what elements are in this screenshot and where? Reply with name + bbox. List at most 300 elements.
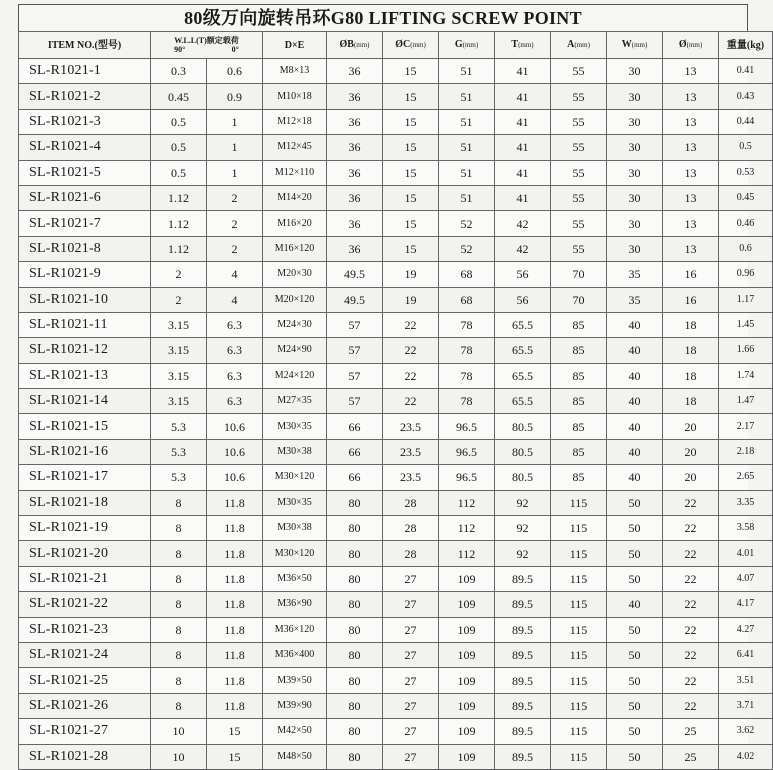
cell-t: 41 — [495, 160, 551, 185]
cell-a: 115 — [551, 617, 607, 642]
cell-wll-90: 8 — [151, 566, 207, 591]
cell-item: SL-R1021-18 — [19, 490, 151, 515]
table-row — [19, 617, 773, 642]
cell-weight: 0.44 — [719, 109, 773, 134]
cell-c: 27 — [383, 642, 439, 667]
cell-w: 40 — [607, 439, 663, 464]
cell-thread: M12×18 — [263, 109, 327, 134]
header-item: ITEM NO.(型号) — [19, 32, 151, 59]
cell-o: 13 — [663, 59, 719, 84]
cell-wll-90: 10 — [151, 719, 207, 744]
cell-w: 50 — [607, 693, 663, 718]
cell-c: 28 — [383, 490, 439, 515]
cell-thread: M30×38 — [263, 516, 327, 541]
cell-a: 85 — [551, 389, 607, 414]
cell-b: 66 — [327, 465, 383, 490]
cell-weight: 3.35 — [719, 490, 773, 515]
cell-wll-90: 3.15 — [151, 363, 207, 388]
cell-g: 78 — [439, 363, 495, 388]
cell-wll-0: 15 — [207, 744, 263, 769]
cell-weight: 3.62 — [719, 719, 773, 744]
cell-w: 40 — [607, 592, 663, 617]
cell-c: 15 — [383, 185, 439, 210]
cell-w: 40 — [607, 465, 663, 490]
cell-c: 23.5 — [383, 414, 439, 439]
cell-w: 35 — [607, 287, 663, 312]
cell-w: 35 — [607, 262, 663, 287]
cell-t: 80.5 — [495, 439, 551, 464]
cell-g: 96.5 — [439, 439, 495, 464]
cell-g: 112 — [439, 541, 495, 566]
cell-item: SL-R1021-14 — [19, 389, 151, 414]
cell-weight: 2.17 — [719, 414, 773, 439]
cell-a: 55 — [551, 211, 607, 236]
cell-wll-0: 2 — [207, 211, 263, 236]
cell-thread: M36×90 — [263, 592, 327, 617]
header-t-label: T — [511, 39, 519, 50]
cell-c: 27 — [383, 617, 439, 642]
cell-wll-0: 11.8 — [207, 490, 263, 515]
cell-w: 50 — [607, 642, 663, 667]
table-row — [19, 744, 773, 769]
cell-o: 13 — [663, 236, 719, 261]
cell-item: SL-R1021-3 — [19, 109, 151, 134]
cell-g: 78 — [439, 312, 495, 337]
header-o-unit: (mm) — [686, 41, 703, 49]
cell-o: 20 — [663, 414, 719, 439]
cell-g: 96.5 — [439, 465, 495, 490]
cell-b: 36 — [327, 160, 383, 185]
cell-weight: 4.17 — [719, 592, 773, 617]
cell-wll-90: 8 — [151, 617, 207, 642]
cell-wll-90: 5.3 — [151, 465, 207, 490]
cell-a: 85 — [551, 338, 607, 363]
cell-wll-0: 4 — [207, 262, 263, 287]
cell-b: 80 — [327, 744, 383, 769]
cell-t: 89.5 — [495, 642, 551, 667]
cell-wll-90: 8 — [151, 592, 207, 617]
cell-c: 22 — [383, 389, 439, 414]
cell-b: 36 — [327, 135, 383, 160]
cell-b: 57 — [327, 363, 383, 388]
cell-thread: M30×38 — [263, 439, 327, 464]
cell-w: 50 — [607, 541, 663, 566]
cell-item: SL-R1021-12 — [19, 338, 151, 363]
table-row — [19, 668, 773, 693]
cell-t: 80.5 — [495, 465, 551, 490]
cell-wll-0: 1 — [207, 109, 263, 134]
cell-o: 16 — [663, 262, 719, 287]
cell-c: 27 — [383, 566, 439, 591]
cell-wll-0: 1 — [207, 135, 263, 160]
cell-t: 89.5 — [495, 617, 551, 642]
cell-thread: M36×120 — [263, 617, 327, 642]
table-row — [19, 312, 773, 337]
cell-item: SL-R1021-21 — [19, 566, 151, 591]
table-body — [19, 59, 773, 770]
cell-wll-90: 2 — [151, 287, 207, 312]
cell-b: 36 — [327, 185, 383, 210]
cell-a: 70 — [551, 287, 607, 312]
cell-wll-0: 6.3 — [207, 338, 263, 363]
cell-wll-90: 8 — [151, 490, 207, 515]
cell-wll-90: 8 — [151, 642, 207, 667]
cell-wll-90: 0.45 — [151, 84, 207, 109]
header-wll — [151, 32, 263, 59]
cell-g: 109 — [439, 617, 495, 642]
cell-o: 18 — [663, 338, 719, 363]
cell-g: 112 — [439, 490, 495, 515]
cell-weight: 4.07 — [719, 566, 773, 591]
cell-t: 92 — [495, 516, 551, 541]
cell-c: 23.5 — [383, 465, 439, 490]
cell-o: 20 — [663, 465, 719, 490]
table-row — [19, 490, 773, 515]
cell-thread: M30×35 — [263, 490, 327, 515]
cell-t: 80.5 — [495, 414, 551, 439]
cell-thread: M27×35 — [263, 389, 327, 414]
cell-w: 30 — [607, 185, 663, 210]
cell-wll-90: 5.3 — [151, 439, 207, 464]
cell-b: 80 — [327, 668, 383, 693]
cell-c: 28 — [383, 516, 439, 541]
cell-g: 112 — [439, 516, 495, 541]
cell-g: 96.5 — [439, 414, 495, 439]
cell-t: 42 — [495, 236, 551, 261]
cell-o: 18 — [663, 312, 719, 337]
cell-weight: 1.74 — [719, 363, 773, 388]
cell-c: 15 — [383, 236, 439, 261]
cell-thread: M24×120 — [263, 363, 327, 388]
cell-o: 22 — [663, 490, 719, 515]
cell-item: SL-R1021-19 — [19, 516, 151, 541]
cell-item: SL-R1021-10 — [19, 287, 151, 312]
cell-weight: 1.45 — [719, 312, 773, 337]
cell-thread: M12×110 — [263, 160, 327, 185]
table-row — [19, 160, 773, 185]
cell-thread: M42×50 — [263, 719, 327, 744]
cell-b: 49.5 — [327, 287, 383, 312]
cell-o: 18 — [663, 363, 719, 388]
cell-a: 115 — [551, 592, 607, 617]
cell-thread: M36×50 — [263, 566, 327, 591]
cell-g: 51 — [439, 84, 495, 109]
cell-o: 25 — [663, 719, 719, 744]
header-g — [439, 32, 495, 59]
cell-t: 65.5 — [495, 338, 551, 363]
cell-w: 50 — [607, 516, 663, 541]
cell-item: SL-R1021-6 — [19, 185, 151, 210]
cell-wll-90: 2 — [151, 262, 207, 287]
cell-weight: 0.41 — [719, 59, 773, 84]
cell-t: 89.5 — [495, 668, 551, 693]
table-row — [19, 236, 773, 261]
cell-w: 50 — [607, 490, 663, 515]
cell-wll-0: 11.8 — [207, 693, 263, 718]
cell-t: 89.5 — [495, 693, 551, 718]
cell-item: SL-R1021-4 — [19, 135, 151, 160]
cell-wll-90: 8 — [151, 541, 207, 566]
cell-a: 85 — [551, 465, 607, 490]
cell-wll-90: 1.12 — [151, 185, 207, 210]
cell-o: 13 — [663, 135, 719, 160]
table-row — [19, 363, 773, 388]
cell-a: 55 — [551, 84, 607, 109]
cell-g: 51 — [439, 135, 495, 160]
cell-thread: M8×13 — [263, 59, 327, 84]
cell-wll-0: 11.8 — [207, 592, 263, 617]
cell-wll-0: 11.8 — [207, 516, 263, 541]
table-row — [19, 516, 773, 541]
cell-o: 22 — [663, 642, 719, 667]
cell-w: 40 — [607, 363, 663, 388]
cell-item: SL-R1021-5 — [19, 160, 151, 185]
header-o — [663, 32, 719, 59]
cell-g: 52 — [439, 211, 495, 236]
cell-t: 92 — [495, 541, 551, 566]
cell-c: 27 — [383, 668, 439, 693]
cell-b: 80 — [327, 719, 383, 744]
cell-w: 40 — [607, 312, 663, 337]
table-row — [19, 109, 773, 134]
table-row — [19, 59, 773, 84]
cell-wll-0: 10.6 — [207, 439, 263, 464]
cell-wll-0: 2 — [207, 185, 263, 210]
cell-a: 55 — [551, 160, 607, 185]
cell-c: 15 — [383, 59, 439, 84]
cell-t: 89.5 — [495, 744, 551, 769]
header-t-unit: (mm) — [518, 41, 534, 49]
cell-g: 109 — [439, 642, 495, 667]
cell-b: 80 — [327, 541, 383, 566]
cell-weight: 0.53 — [719, 160, 773, 185]
cell-weight: 0.46 — [719, 211, 773, 236]
cell-b: 36 — [327, 84, 383, 109]
table-row — [19, 211, 773, 236]
cell-item: SL-R1021-28 — [19, 744, 151, 769]
cell-thread: M36×400 — [263, 642, 327, 667]
cell-t: 92 — [495, 490, 551, 515]
cell-weight: 3.71 — [719, 693, 773, 718]
cell-a: 70 — [551, 262, 607, 287]
cell-b: 80 — [327, 592, 383, 617]
cell-thread: M24×30 — [263, 312, 327, 337]
cell-weight: 4.27 — [719, 617, 773, 642]
cell-weight: 3.51 — [719, 668, 773, 693]
header-w-unit: (mm) — [631, 41, 648, 49]
cell-b: 80 — [327, 693, 383, 718]
cell-wll-90: 0.5 — [151, 135, 207, 160]
cell-b: 36 — [327, 59, 383, 84]
header-w-label: W — [621, 39, 632, 50]
table-row — [19, 135, 773, 160]
cell-item: SL-R1021-16 — [19, 439, 151, 464]
cell-c: 15 — [383, 211, 439, 236]
table-row — [19, 84, 773, 109]
header-g-unit: (mm) — [462, 41, 479, 49]
cell-a: 115 — [551, 566, 607, 591]
cell-item: SL-R1021-22 — [19, 592, 151, 617]
cell-g: 52 — [439, 236, 495, 261]
cell-t: 89.5 — [495, 566, 551, 591]
cell-weight: 1.17 — [719, 287, 773, 312]
cell-item: SL-R1021-2 — [19, 84, 151, 109]
header-g-label: G — [454, 39, 463, 50]
cell-item: SL-R1021-23 — [19, 617, 151, 642]
cell-w: 50 — [607, 744, 663, 769]
cell-wll-0: 2 — [207, 236, 263, 261]
cell-item: SL-R1021-24 — [19, 642, 151, 667]
cell-wll-0: 0.9 — [207, 84, 263, 109]
cell-t: 56 — [495, 262, 551, 287]
cell-wll-0: 0.6 — [207, 59, 263, 84]
cell-c: 28 — [383, 541, 439, 566]
header-w — [607, 32, 663, 59]
cell-w: 50 — [607, 566, 663, 591]
cell-weight: 3.58 — [719, 516, 773, 541]
cell-wll-90: 3.15 — [151, 312, 207, 337]
cell-o: 13 — [663, 185, 719, 210]
header-b — [327, 32, 383, 59]
table-row — [19, 439, 773, 464]
cell-c: 22 — [383, 312, 439, 337]
table-row — [19, 185, 773, 210]
table-row — [19, 262, 773, 287]
spec-sheet — [18, 4, 765, 764]
cell-o: 22 — [663, 617, 719, 642]
cell-o: 13 — [663, 160, 719, 185]
cell-o: 22 — [663, 668, 719, 693]
cell-wll-0: 6.3 — [207, 312, 263, 337]
cell-wll-0: 11.8 — [207, 566, 263, 591]
header-c-unit: (mm) — [410, 41, 426, 49]
cell-o: 20 — [663, 439, 719, 464]
cell-b: 80 — [327, 566, 383, 591]
cell-a: 55 — [551, 135, 607, 160]
cell-g: 78 — [439, 389, 495, 414]
cell-b: 66 — [327, 439, 383, 464]
cell-o: 18 — [663, 389, 719, 414]
cell-thread: M16×20 — [263, 211, 327, 236]
cell-w: 30 — [607, 84, 663, 109]
cell-o: 22 — [663, 516, 719, 541]
cell-g: 109 — [439, 744, 495, 769]
table-row — [19, 566, 773, 591]
header-o-label: Ø — [678, 39, 687, 50]
cell-a: 55 — [551, 59, 607, 84]
cell-weight: 0.43 — [719, 84, 773, 109]
cell-wll-90: 10 — [151, 744, 207, 769]
cell-thread: M39×50 — [263, 668, 327, 693]
cell-c: 27 — [383, 719, 439, 744]
cell-a: 55 — [551, 185, 607, 210]
table-row — [19, 414, 773, 439]
cell-item: SL-R1021-8 — [19, 236, 151, 261]
cell-item: SL-R1021-27 — [19, 719, 151, 744]
cell-wll-0: 11.8 — [207, 617, 263, 642]
cell-a: 115 — [551, 516, 607, 541]
cell-c: 15 — [383, 135, 439, 160]
cell-wll-90: 8 — [151, 668, 207, 693]
cell-g: 68 — [439, 262, 495, 287]
cell-thread: M10×18 — [263, 84, 327, 109]
cell-weight: 1.66 — [719, 338, 773, 363]
cell-o: 13 — [663, 84, 719, 109]
cell-c: 27 — [383, 744, 439, 769]
cell-w: 30 — [607, 59, 663, 84]
cell-c: 23.5 — [383, 439, 439, 464]
cell-w: 50 — [607, 668, 663, 693]
cell-wll-90: 3.15 — [151, 389, 207, 414]
header-a — [551, 32, 607, 59]
cell-b: 80 — [327, 516, 383, 541]
cell-a: 85 — [551, 414, 607, 439]
cell-c: 15 — [383, 160, 439, 185]
cell-b: 36 — [327, 236, 383, 261]
cell-wll-0: 11.8 — [207, 668, 263, 693]
header-thread: D×E — [263, 32, 327, 59]
table-row — [19, 592, 773, 617]
cell-c: 19 — [383, 287, 439, 312]
cell-item: SL-R1021-25 — [19, 668, 151, 693]
cell-g: 109 — [439, 719, 495, 744]
cell-g: 51 — [439, 160, 495, 185]
cell-b: 80 — [327, 617, 383, 642]
cell-c: 22 — [383, 363, 439, 388]
cell-a: 115 — [551, 719, 607, 744]
cell-a: 55 — [551, 236, 607, 261]
cell-thread: M48×50 — [263, 744, 327, 769]
cell-item: SL-R1021-13 — [19, 363, 151, 388]
table-row — [19, 389, 773, 414]
cell-wll-0: 6.3 — [207, 389, 263, 414]
cell-w: 40 — [607, 389, 663, 414]
cell-g: 109 — [439, 566, 495, 591]
cell-g: 109 — [439, 592, 495, 617]
cell-w: 30 — [607, 236, 663, 261]
cell-w: 30 — [607, 160, 663, 185]
cell-o: 22 — [663, 693, 719, 718]
cell-c: 27 — [383, 693, 439, 718]
header-c-label: ØC — [395, 39, 411, 50]
cell-a: 115 — [551, 668, 607, 693]
header-a-label: A — [567, 39, 575, 50]
cell-weight: 0.5 — [719, 135, 773, 160]
table-row — [19, 287, 773, 312]
cell-t: 42 — [495, 211, 551, 236]
cell-w: 50 — [607, 719, 663, 744]
cell-wll-0: 11.8 — [207, 642, 263, 667]
cell-weight: 2.18 — [719, 439, 773, 464]
cell-b: 36 — [327, 109, 383, 134]
cell-b: 66 — [327, 414, 383, 439]
cell-o: 22 — [663, 592, 719, 617]
cell-g: 68 — [439, 287, 495, 312]
cell-thread: M30×35 — [263, 414, 327, 439]
cell-g: 51 — [439, 59, 495, 84]
cell-w: 40 — [607, 338, 663, 363]
cell-wll-90: 0.3 — [151, 59, 207, 84]
cell-b: 57 — [327, 389, 383, 414]
header-c — [383, 32, 439, 59]
cell-item: SL-R1021-20 — [19, 541, 151, 566]
cell-o: 13 — [663, 211, 719, 236]
table-title: 80级万向旋转吊环G80 LIFTING SCREW POINT — [18, 4, 748, 31]
cell-t: 41 — [495, 84, 551, 109]
cell-weight: 0.6 — [719, 236, 773, 261]
cell-w: 50 — [607, 617, 663, 642]
cell-g: 51 — [439, 109, 495, 134]
